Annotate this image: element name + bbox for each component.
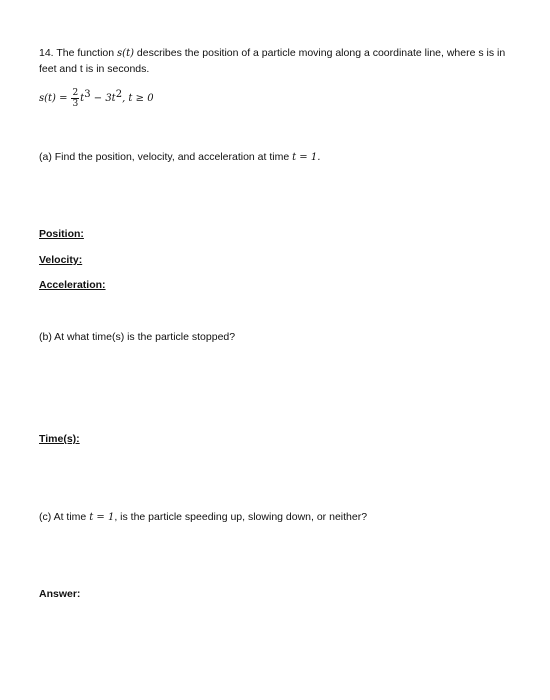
part-c-text-end: , is the particle speeding up, slowing down, or neither? xyxy=(114,511,368,523)
position-function-equation xyxy=(39,86,154,111)
part-c-prompt xyxy=(39,510,367,525)
fraction-denominator: 3 xyxy=(72,98,79,109)
answer-label: Answer: xyxy=(39,588,81,600)
equation-fraction xyxy=(71,88,79,109)
equation-term1: t xyxy=(80,93,85,104)
part-b-prompt: (b) At what time(s) is the particle stopped? xyxy=(39,331,236,343)
part-a-time: t = 1. xyxy=(292,152,321,163)
equation-term1-exponent: 3 xyxy=(84,89,91,100)
problem-intro-line2: feet and t is in seconds. xyxy=(39,63,150,75)
part-c-text-start: (c) At time xyxy=(39,511,90,523)
part-a-prompt xyxy=(39,150,320,165)
acceleration-label: Acceleration: xyxy=(39,279,106,291)
fraction-numerator: 2 xyxy=(72,87,79,98)
equation-domain: , t ≥ 0 xyxy=(122,93,154,104)
intro-text-start: 14. The function xyxy=(39,47,118,59)
equation-lhs: s(t) = xyxy=(39,93,68,104)
velocity-label: Velocity: xyxy=(39,254,83,266)
intro-text-end: describes the position of a particle moving along a coordinate line, where s is in xyxy=(133,47,506,59)
equation-term2-exponent: 2 xyxy=(115,89,123,100)
part-a-text: (a) Find the position, velocity, and acceleration at time xyxy=(39,151,293,163)
part-c-time: t = 1 xyxy=(89,512,115,523)
position-label: Position: xyxy=(39,228,84,240)
time-label: Time(s): xyxy=(39,433,80,445)
intro-function-name: s(t) xyxy=(117,48,134,59)
problem-intro-line1 xyxy=(39,46,505,61)
equation-term2: − 3t xyxy=(90,93,116,104)
